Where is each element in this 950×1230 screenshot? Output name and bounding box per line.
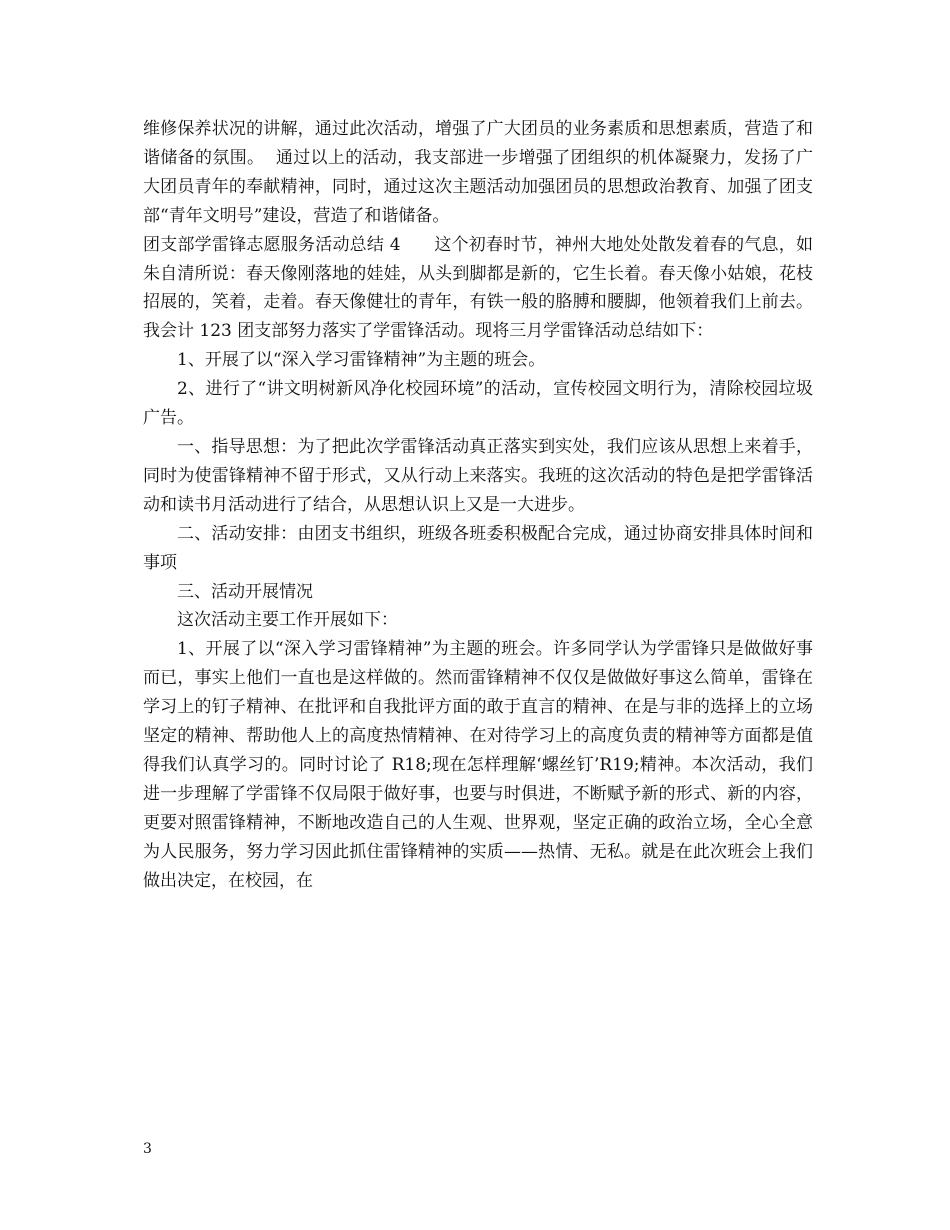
paragraph-3: 1、开展了以“深入学习雷锋精神”为主题的班会。 (177, 350, 546, 371)
paragraph-1: 维修保养状况的讲解，通过此次活动，增强了广大团员的业务素质和思想素质，营造了和谐储备的氛围。 通过以上的活动，我支部进一步增强了团组织的机体凝聚力，发扬了广大团员青年的奉献精神，同时，通过这次主题活动加强团员的思想政治教育、加强了团支部“青年文明号”建设，营造了和谐储备。 (143, 119, 813, 226)
paragraph-9: 1、开展了以“深入学习雷锋精神”为主题的班会。许多同学认为学雷锋只是做做好事而已，事实上他们一直也是这样做的。然而雷锋精神不仅仅是做做好事这么简单，雷锋在学习上的钉子精神、在批评和自我批评方面的敢于直言的精神、在是与非的选择上的立场坚定的精神、帮助他人上的高度热情精神、在对待学习上的高度负责的精神等方面都是值得我们认真学习的。同时讨论了 R18;现在怎样理解‘螺丝钉’R19;精神。本次活动，我们进一步理解了学雷锋不仅局限于做好事，也要与时俱进，不断赋予新的形式、新的内容，更要对照雷锋精神，不断地改造自己的人生观、世界观，坚定正确的政治立场，全心全意为人民服务，努力学习因此抓住雷锋精神的实质——热情、无私。就是在此次班会上我们做出决定，在校园，在 (143, 639, 813, 891)
paragraph-7: 三、活动开展情况 (177, 581, 313, 602)
paragraph-6: 二、活动安排：由团支书组织，班级各班委积极配合完成，通过协商安排具体时间和事项 (143, 523, 813, 573)
paragraph-8: 这次活动主要工作开展如下： (177, 610, 398, 631)
paragraph-5: 一、指导思想：为了把此次学雷锋活动真正落实到实处，我们应该从思想上来着手，同时为使雷锋精神不留于形式，又从行动上来落实。我班的这次活动的特色是把学雷锋活动和读书月活动进行了结合，从思想认识上又是一大进步。 (143, 436, 813, 515)
paragraph-2: 团支部学雷锋志愿服务活动总结 4 这个初春时节，神州大地处处散发着春的气息，如朱自清所说：春天像刚落地的娃娃，从头到脚都是新的，它生长着。春天像小姑娘，花枝招展的，笑着，走着。春天像健壮的青年，有铁一般的胳膊和腰脚，他领着我们上前去。我会计 123 团支部努力落实了学雷锋活动。现将三月学雷锋活动总结如下： (143, 234, 813, 342)
paragraph-4: 2、进行了“讲文明树新风净化校园环境”的活动，宣传校园文明行为，清除校园垃圾广告。 (143, 379, 813, 429)
page-number: 3 (143, 1141, 152, 1157)
document-body (143, 115, 813, 895)
